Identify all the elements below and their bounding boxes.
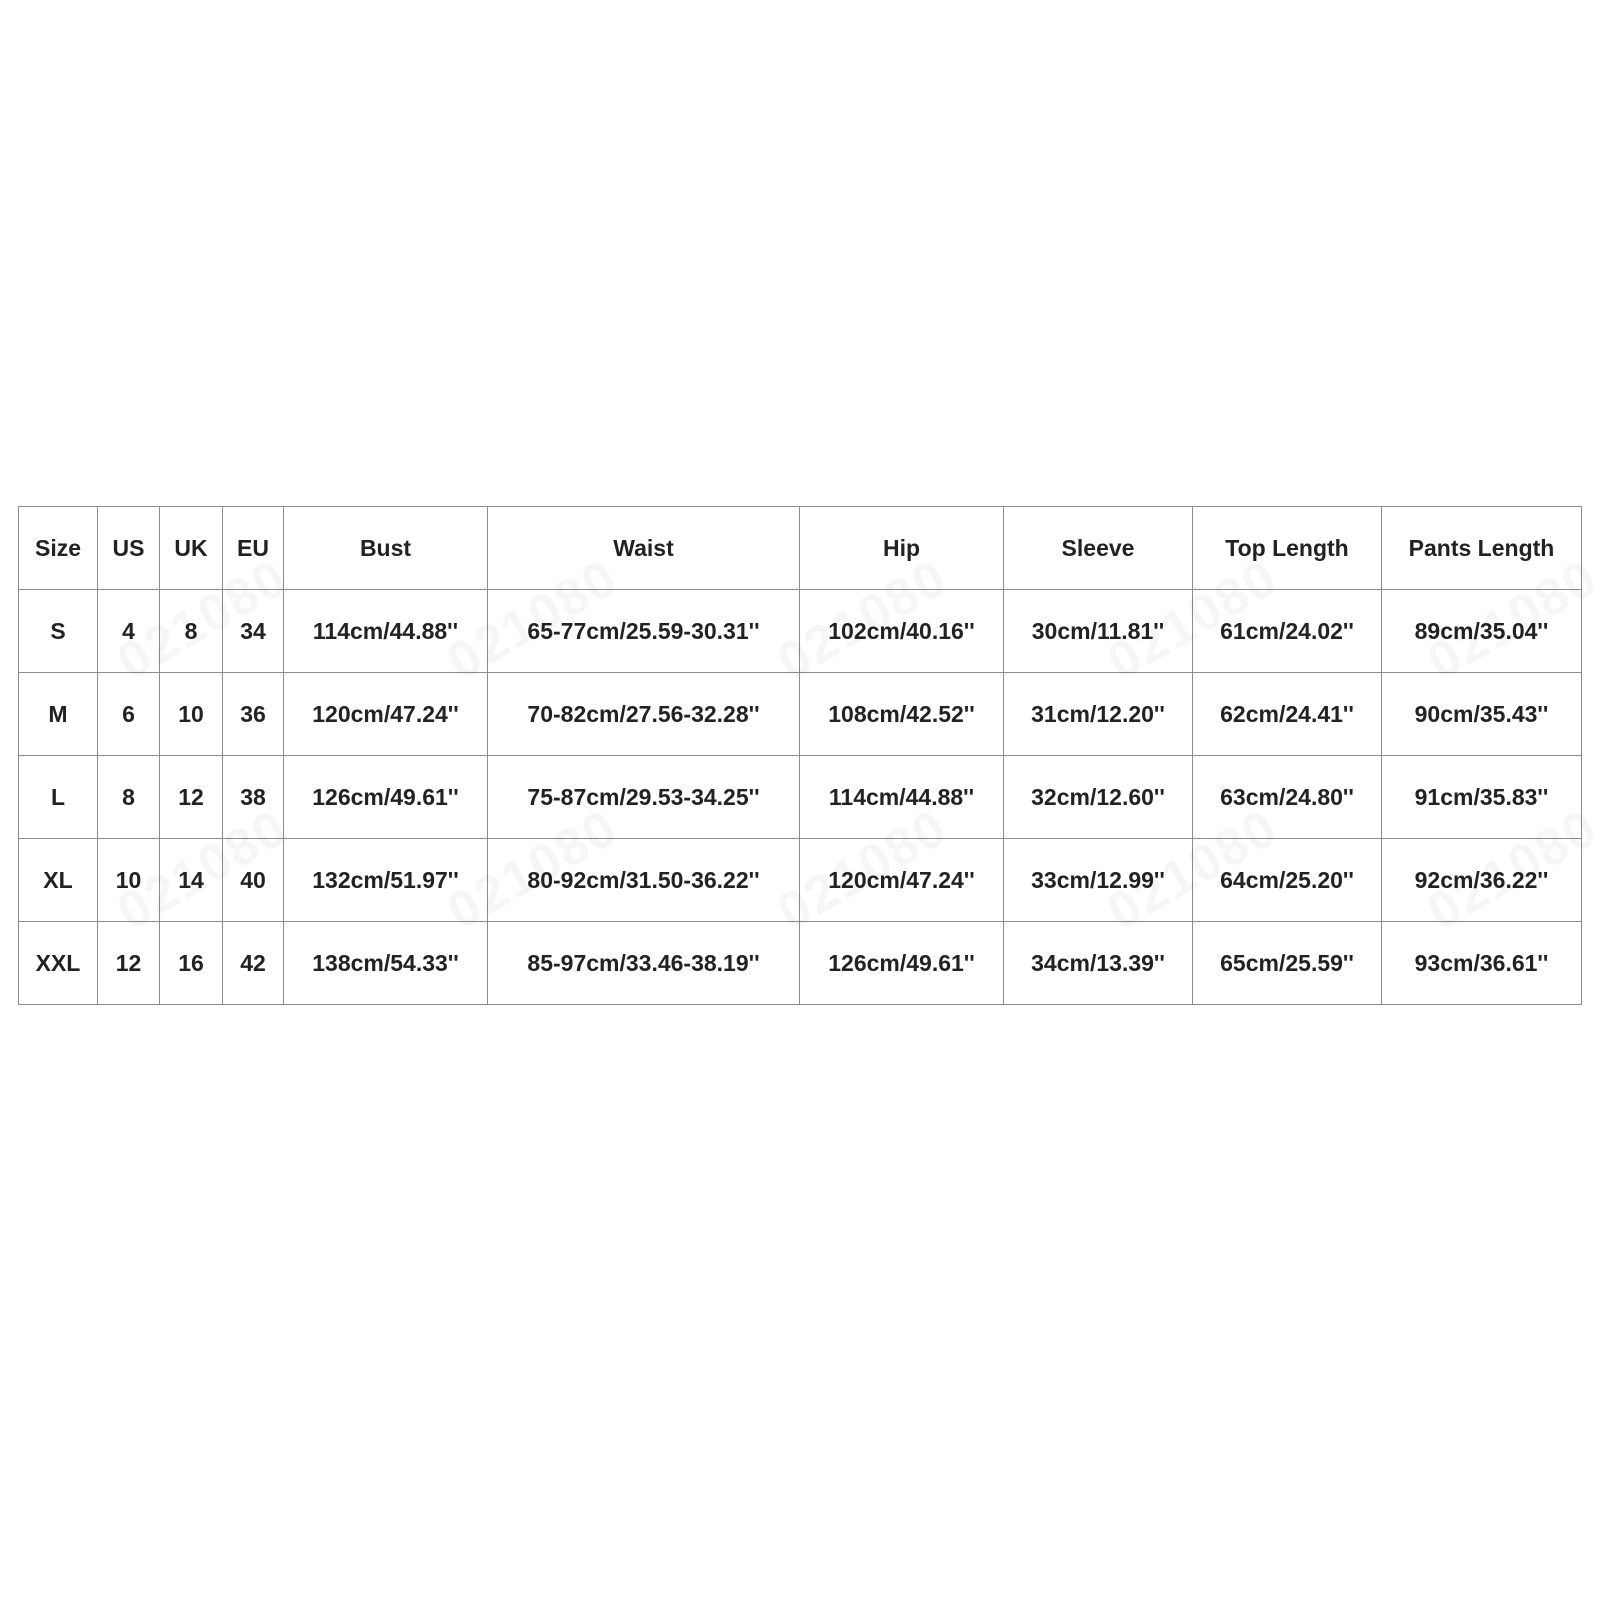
cell-pants-length: 91cm/35.83'' <box>1382 756 1582 839</box>
size-chart-table <box>18 506 1582 1005</box>
cell-size: XXL <box>19 922 98 1005</box>
cell-us: 8 <box>98 756 160 839</box>
header-hip: Hip <box>800 507 1004 590</box>
cell-eu: 38 <box>223 756 284 839</box>
cell-waist: 85-97cm/33.46-38.19'' <box>488 922 800 1005</box>
cell-bust: 120cm/47.24'' <box>284 673 488 756</box>
header-sleeve: Sleeve <box>1004 507 1193 590</box>
cell-us: 12 <box>98 922 160 1005</box>
cell-waist: 80-92cm/31.50-36.22'' <box>488 839 800 922</box>
cell-top-length: 61cm/24.02'' <box>1193 590 1382 673</box>
cell-waist: 75-87cm/29.53-34.25'' <box>488 756 800 839</box>
cell-us: 6 <box>98 673 160 756</box>
cell-uk: 10 <box>160 673 223 756</box>
cell-pants-length: 89cm/35.04'' <box>1382 590 1582 673</box>
cell-pants-length: 92cm/36.22'' <box>1382 839 1582 922</box>
cell-sleeve: 32cm/12.60'' <box>1004 756 1193 839</box>
cell-us: 4 <box>98 590 160 673</box>
cell-uk: 14 <box>160 839 223 922</box>
table-row <box>19 673 1582 756</box>
cell-bust: 126cm/49.61'' <box>284 756 488 839</box>
cell-uk: 12 <box>160 756 223 839</box>
cell-bust: 138cm/54.33'' <box>284 922 488 1005</box>
cell-eu: 34 <box>223 590 284 673</box>
cell-hip: 102cm/40.16'' <box>800 590 1004 673</box>
header-top-length: Top Length <box>1193 507 1382 590</box>
cell-top-length: 62cm/24.41'' <box>1193 673 1382 756</box>
header-pants-length: Pants Length <box>1382 507 1582 590</box>
table-row <box>19 756 1582 839</box>
cell-size: S <box>19 590 98 673</box>
header-bust: Bust <box>284 507 488 590</box>
cell-sleeve: 33cm/12.99'' <box>1004 839 1193 922</box>
cell-top-length: 64cm/25.20'' <box>1193 839 1382 922</box>
cell-sleeve: 31cm/12.20'' <box>1004 673 1193 756</box>
cell-hip: 108cm/42.52'' <box>800 673 1004 756</box>
cell-waist: 70-82cm/27.56-32.28'' <box>488 673 800 756</box>
header-uk: UK <box>160 507 223 590</box>
cell-eu: 36 <box>223 673 284 756</box>
table-row <box>19 922 1582 1005</box>
cell-size: M <box>19 673 98 756</box>
header-us: US <box>98 507 160 590</box>
cell-uk: 8 <box>160 590 223 673</box>
cell-bust: 114cm/44.88'' <box>284 590 488 673</box>
cell-sleeve: 34cm/13.39'' <box>1004 922 1193 1005</box>
cell-top-length: 65cm/25.59'' <box>1193 922 1382 1005</box>
table-row <box>19 839 1582 922</box>
cell-size: XL <box>19 839 98 922</box>
header-size: Size <box>19 507 98 590</box>
header-eu: EU <box>223 507 284 590</box>
cell-eu: 42 <box>223 922 284 1005</box>
cell-size: L <box>19 756 98 839</box>
cell-us: 10 <box>98 839 160 922</box>
cell-bust: 132cm/51.97'' <box>284 839 488 922</box>
cell-waist: 65-77cm/25.59-30.31'' <box>488 590 800 673</box>
header-waist: Waist <box>488 507 800 590</box>
cell-hip: 114cm/44.88'' <box>800 756 1004 839</box>
header-row <box>19 507 1582 590</box>
cell-uk: 16 <box>160 922 223 1005</box>
cell-top-length: 63cm/24.80'' <box>1193 756 1382 839</box>
cell-pants-length: 93cm/36.61'' <box>1382 922 1582 1005</box>
cell-hip: 120cm/47.24'' <box>800 839 1004 922</box>
cell-hip: 126cm/49.61'' <box>800 922 1004 1005</box>
cell-pants-length: 90cm/35.43'' <box>1382 673 1582 756</box>
cell-eu: 40 <box>223 839 284 922</box>
cell-sleeve: 30cm/11.81'' <box>1004 590 1193 673</box>
table-row <box>19 590 1582 673</box>
